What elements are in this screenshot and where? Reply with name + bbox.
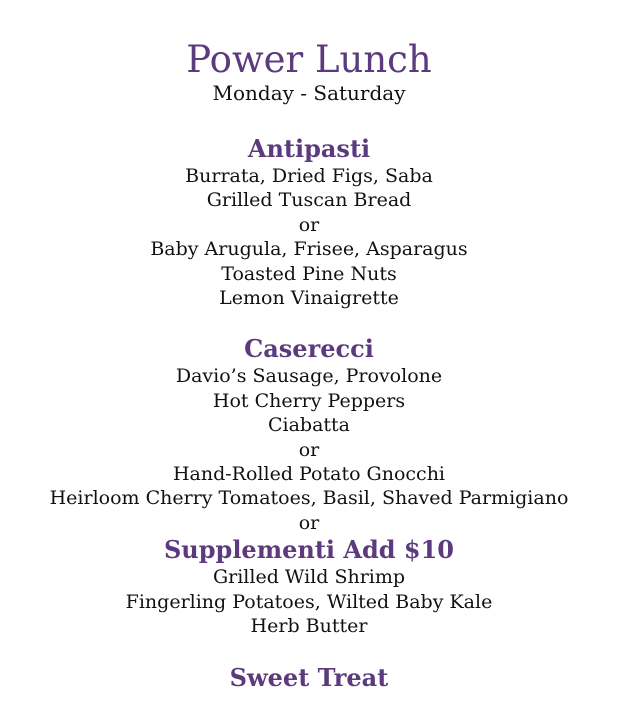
section-heading-sweet-treat: Sweet Treat [229,662,389,692]
menu-subtitle: Monday - Saturday [212,81,406,105]
menu-line: Hand-Rolled Potato Gnocchi [172,463,446,486]
menu-line: or [298,213,320,236]
section-heading-caserecci: Caserecci [244,334,374,364]
menu-line: Davio’s Sausage, Provolone [175,365,443,388]
menu-line: Baby Arugula, Frisee, Asparagus [150,238,468,261]
menu-line: Fingerling Potatoes, Wilted Baby Kale [125,590,493,613]
menu-line: or [298,438,320,461]
section-caserecci [0,334,618,535]
section-heading-antipasti: Antipasti [247,134,371,163]
section-sweet-treat [0,663,618,693]
menu-line: Lemon Vinaigrette [219,287,399,310]
section-spacer [0,639,618,663]
menu-line: Burrata, Dried Figs, Saba [185,165,433,187]
menu-line: Ciabatta [267,414,351,437]
section-antipasti [0,134,618,310]
menu-title: Power Lunch [186,38,432,81]
menu-line: Heirloom Cherry Tomatoes, Basil, Shaved Parmigiano [49,487,569,510]
section-spacer [0,310,618,334]
menu-line: Grilled Wild Shrimp [212,566,406,589]
section-heading-supplementi: Supplementi Add $10 [163,535,455,565]
menu-line: Grilled Tuscan Bread [206,189,412,212]
section-supplementi [0,535,618,638]
menu-line: Toasted Pine Nuts [221,262,397,285]
menu-line: Herb Butter [250,615,368,638]
menu-line: Hot Cherry Peppers [212,389,406,412]
menu-line: or [298,511,320,534]
